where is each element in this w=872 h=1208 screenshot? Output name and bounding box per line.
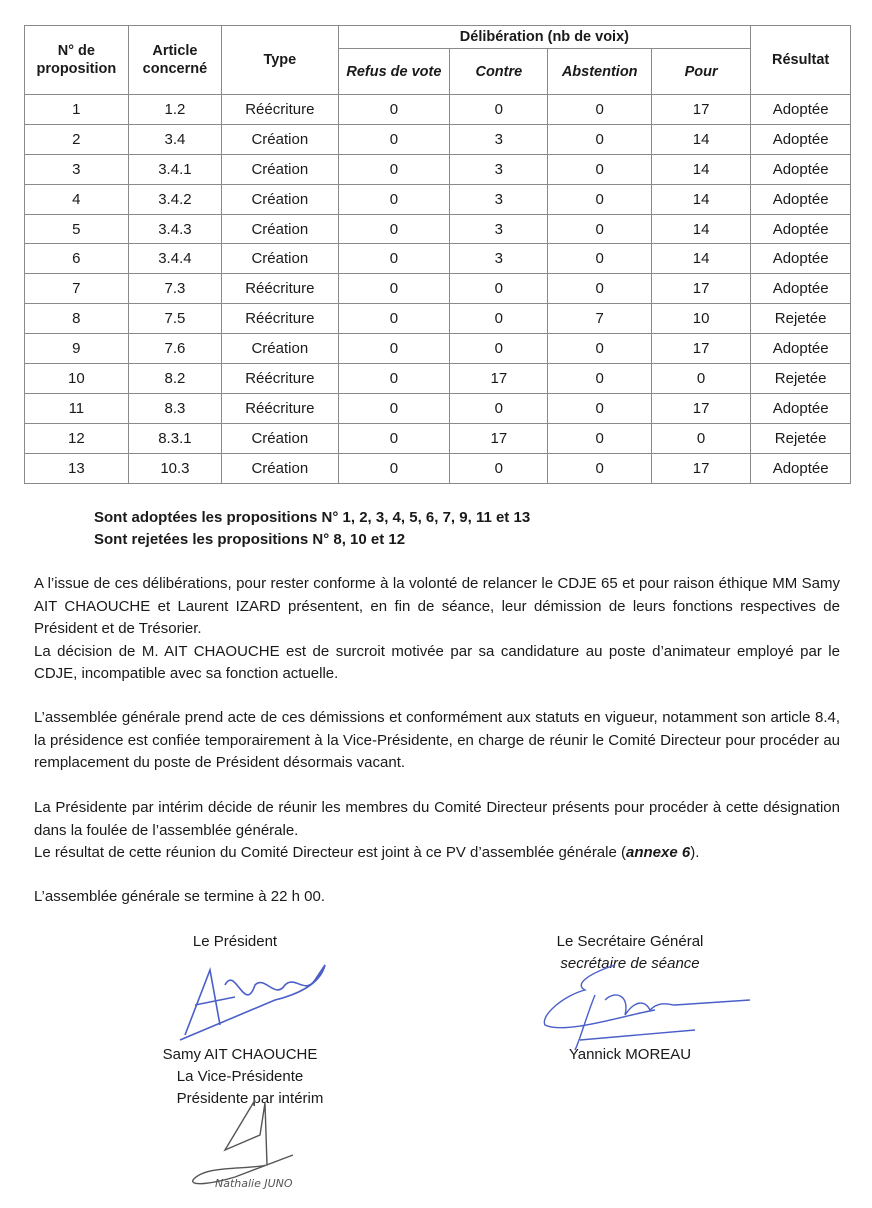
cell-contre: 3 [450, 154, 548, 184]
header-numero: N° de proposition [25, 26, 129, 95]
paragraph-fin-text: L’assemblée générale se termine à 22 h 00. [34, 888, 326, 905]
header-pour: Pour [651, 49, 750, 95]
cell-resultat: Adoptée [751, 244, 851, 274]
cell-contre: 0 [450, 393, 548, 423]
header-resultat: Résultat [751, 26, 851, 95]
cell-abstention: 0 [548, 274, 652, 304]
cell-resultat: Adoptée [751, 453, 851, 483]
cell-refus: 0 [338, 214, 450, 244]
paragraph-assemblee [34, 707, 840, 775]
cell-contre: 0 [450, 274, 548, 304]
cell-abstention: 0 [548, 184, 652, 214]
cell-type: Réécriture [222, 304, 338, 334]
cell-refus: 0 [338, 364, 450, 394]
cell-refus: 0 [338, 154, 450, 184]
cell-abstention: 0 [548, 95, 652, 125]
table-row [25, 214, 851, 244]
cell-article: 3.4.2 [128, 184, 221, 214]
cell-contre: 0 [450, 334, 548, 364]
cell-resultat: Adoptée [751, 334, 851, 364]
svg-text:Nathalie JUNO: Nathalie JUNO [215, 1177, 293, 1190]
summary-adopted: Sont adoptées les propositions N° 1, 2, 3, 4, 5, 6, 7, 9, 11 et 13 [94, 509, 531, 526]
paragraph-interim-text: La Présidente par intérim décide de réunir les membres du Comité Directeur présents pour procéder à cette désignation dans la foulée de l’assemblée générale. [34, 799, 840, 839]
table-body [25, 95, 851, 484]
table-row [25, 184, 851, 214]
paragraph-resultat-text: Le résultat de cette réunion du Comité Directeur est joint à ce PV d’assemblée générale (annexe 6). [34, 844, 700, 861]
table-row [25, 334, 851, 364]
cell-pour: 0 [651, 423, 750, 453]
cell-type: Réécriture [222, 364, 338, 394]
cell-num: 8 [25, 304, 129, 334]
cell-pour: 0 [651, 364, 750, 394]
cell-resultat: Adoptée [751, 393, 851, 423]
cell-pour: 14 [651, 124, 750, 154]
cell-article: 8.3.1 [128, 423, 221, 453]
table-row [25, 124, 851, 154]
table-row [25, 274, 851, 304]
cell-abstention: 0 [548, 244, 652, 274]
votes-table [24, 25, 851, 484]
header-article: Article concerné [128, 26, 221, 95]
cell-pour: 17 [651, 95, 750, 125]
header-contre: Contre [450, 49, 548, 95]
cell-resultat: Adoptée [751, 184, 851, 214]
cell-pour: 14 [651, 154, 750, 184]
annexe-reference: annexe 6 [626, 844, 691, 861]
table-row [25, 244, 851, 274]
cell-abstention: 0 [548, 453, 652, 483]
cell-refus: 0 [338, 124, 450, 154]
table-row [25, 364, 851, 394]
paragraph-fin [34, 886, 840, 909]
cell-resultat: Adoptée [751, 124, 851, 154]
cell-num: 2 [25, 124, 129, 154]
cell-contre: 0 [450, 453, 548, 483]
cell-article: 7.3 [128, 274, 221, 304]
cell-num: 5 [25, 214, 129, 244]
cell-type: Réécriture [222, 274, 338, 304]
cell-contre: 17 [450, 423, 548, 453]
table-row [25, 393, 851, 423]
cell-num: 9 [25, 334, 129, 364]
cell-num: 4 [25, 184, 129, 214]
paragraph-demission-text: A l’issue de ces délibérations, pour rester conforme à la volonté de relancer le CDJE 65 et pour raison éthique MM Samy AIT CHAOUCHE et Laurent IZARD présentent, en fin de séance, leur démission de leurs fonctions respectives de Président et de Trésorier. [34, 575, 840, 637]
paragraph-demission [34, 573, 840, 686]
cell-refus: 0 [338, 423, 450, 453]
signature-vice-subtitle: Présidente par intérim [176, 1090, 324, 1107]
signature-president-name: Samy AIT CHAOUCHE [162, 1046, 318, 1063]
cell-refus: 0 [338, 95, 450, 125]
cell-abstention: 0 [548, 214, 652, 244]
cell-refus: 0 [338, 274, 450, 304]
cell-refus: 0 [338, 244, 450, 274]
cell-pour: 14 [651, 214, 750, 244]
cell-pour: 17 [651, 453, 750, 483]
cell-pour: 14 [651, 244, 750, 274]
cell-resultat: Adoptée [751, 274, 851, 304]
cell-type: Création [222, 423, 338, 453]
cell-refus: 0 [338, 453, 450, 483]
cell-article: 3.4.4 [128, 244, 221, 274]
cell-pour: 14 [651, 184, 750, 214]
cell-num: 1 [25, 95, 129, 125]
secretaire-signature-icon [535, 960, 760, 1055]
cell-article: 1.2 [128, 95, 221, 125]
table-row [25, 423, 851, 453]
cell-refus: 0 [338, 184, 450, 214]
cell-num: 6 [25, 244, 129, 274]
cell-abstention: 0 [548, 334, 652, 364]
paragraph-decision-text: La décision de M. AIT CHAOUCHE est de surcroit motivée par sa candidature au poste d’animateur employé par le CDJE, incompatible avec sa fonction actuelle. [34, 642, 840, 682]
cell-contre: 3 [450, 244, 548, 274]
cell-type: Réécriture [222, 95, 338, 125]
cell-abstention: 0 [548, 393, 652, 423]
header-deliberation: Délibération (nb de voix) [338, 26, 751, 49]
cell-num: 10 [25, 364, 129, 394]
header-abstention: Abstention [548, 49, 652, 95]
cell-pour: 17 [651, 334, 750, 364]
cell-refus: 0 [338, 393, 450, 423]
paragraph-interim [34, 797, 840, 865]
table-row [25, 453, 851, 483]
paragraph-assemblee-text: L’assemblée générale prend acte de ces démissions et conformément aux statuts en vigueur, notamment son article 8.4, la présidence est confiée temporairement à la Vice-Présidente, en charge de réunir le Comité Directeur pour procéder au remplacement du poste de Président désormais vacant. [34, 709, 840, 771]
table-row [25, 304, 851, 334]
cell-abstention: 7 [548, 304, 652, 334]
cell-contre: 17 [450, 364, 548, 394]
cell-resultat: Adoptée [751, 154, 851, 184]
cell-num: 3 [25, 154, 129, 184]
president-signature-icon [175, 955, 335, 1045]
summary-rejected: Sont rejetées les propositions N° 8, 10 et 12 [94, 531, 406, 548]
cell-article: 8.3 [128, 393, 221, 423]
header-refus: Refus de vote [338, 49, 450, 95]
cell-abstention: 0 [548, 124, 652, 154]
cell-type: Création [222, 184, 338, 214]
cell-type: Création [222, 453, 338, 483]
table-row [25, 154, 851, 184]
cell-refus: 0 [338, 334, 450, 364]
cell-abstention: 0 [548, 364, 652, 394]
cell-abstention: 0 [548, 423, 652, 453]
cell-type: Réécriture [222, 393, 338, 423]
cell-pour: 10 [651, 304, 750, 334]
cell-pour: 17 [651, 274, 750, 304]
cell-article: 3.4.3 [128, 214, 221, 244]
cell-article: 3.4 [128, 124, 221, 154]
cell-article: 3.4.1 [128, 154, 221, 184]
cell-contre: 3 [450, 184, 548, 214]
cell-num: 7 [25, 274, 129, 304]
cell-num: 12 [25, 423, 129, 453]
signature-president-title: Le Président [192, 933, 278, 950]
cell-contre: 0 [450, 304, 548, 334]
signature-secretaire-name: Yannick MOREAU [568, 1046, 692, 1063]
cell-type: Création [222, 154, 338, 184]
vice-signature-icon [185, 1095, 325, 1190]
cell-resultat: Adoptée [751, 214, 851, 244]
cell-article: 10.3 [128, 453, 221, 483]
signature-secretaire-title: Le Secrétaire Général [556, 933, 704, 950]
cell-pour: 17 [651, 393, 750, 423]
cell-num: 11 [25, 393, 129, 423]
signature-vice-title: La Vice-Présidente [176, 1068, 304, 1085]
cell-article: 7.6 [128, 334, 221, 364]
cell-contre: 0 [450, 95, 548, 125]
cell-resultat: Rejetée [751, 423, 851, 453]
signature-secretaire-subtitle: secrétaire de séance [560, 955, 700, 972]
cell-resultat: Adoptée [751, 95, 851, 125]
cell-type: Création [222, 334, 338, 364]
cell-article: 8.2 [128, 364, 221, 394]
cell-type: Création [222, 244, 338, 274]
table-row [25, 95, 851, 125]
cell-resultat: Rejetée [751, 364, 851, 394]
header-type: Type [222, 26, 338, 95]
cell-type: Création [222, 214, 338, 244]
cell-contre: 3 [450, 124, 548, 154]
cell-refus: 0 [338, 304, 450, 334]
cell-num: 13 [25, 453, 129, 483]
cell-type: Création [222, 124, 338, 154]
cell-article: 7.5 [128, 304, 221, 334]
cell-abstention: 0 [548, 154, 652, 184]
cell-resultat: Rejetée [751, 304, 851, 334]
cell-contre: 3 [450, 214, 548, 244]
